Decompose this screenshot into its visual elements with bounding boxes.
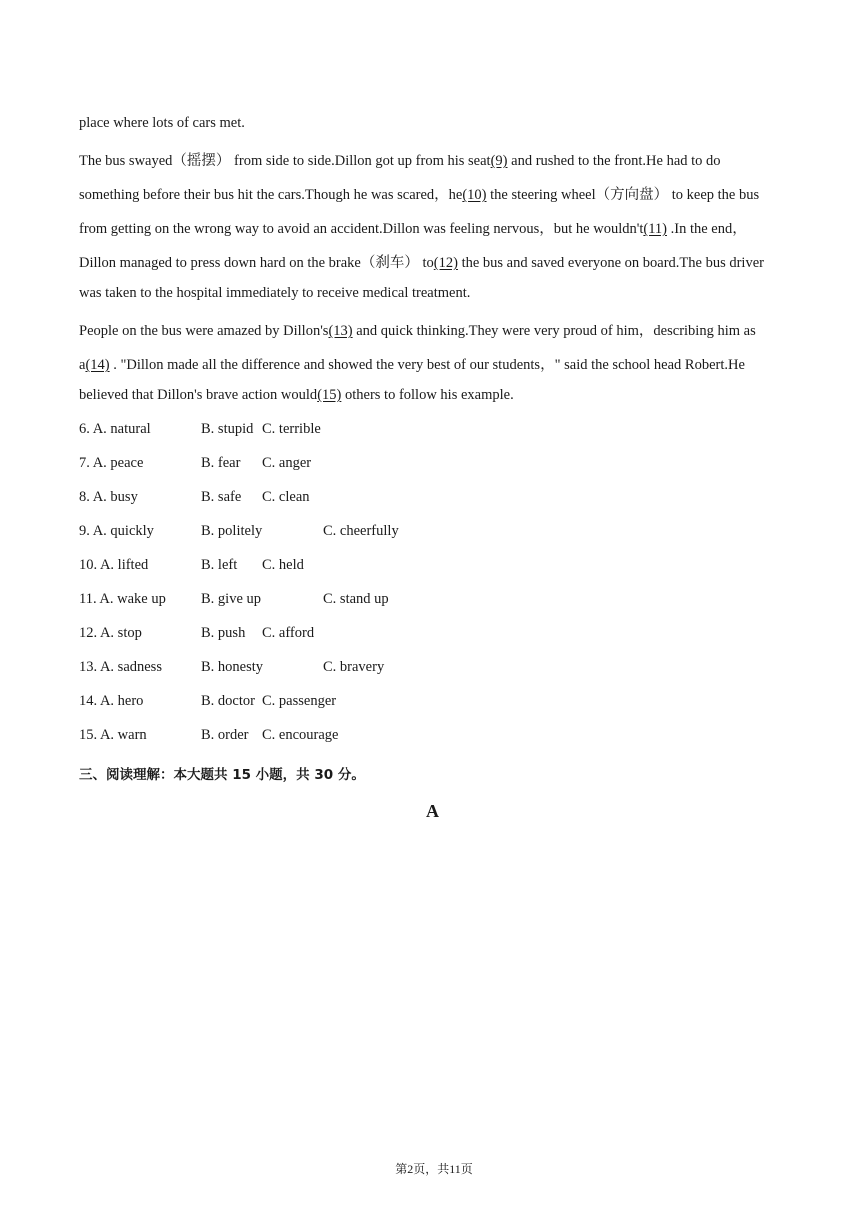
option-c: C. encourage <box>262 727 339 743</box>
option-a: 10. A. lifted <box>79 557 149 573</box>
blank-15: (15) <box>317 387 342 403</box>
text: the bus and saved everyone on board.The bus driver <box>457 255 764 271</box>
option-a: 9. A. quickly <box>79 523 154 539</box>
text: others to follow his example. <box>341 387 514 403</box>
text: .In the end， <box>667 221 747 237</box>
option-c: C. terrible <box>262 421 321 437</box>
passage-line <box>79 319 756 340</box>
option-a: 14. A. hero <box>79 693 144 709</box>
passage-line <box>79 183 759 204</box>
option-b: B. fear <box>201 455 241 471</box>
option-c: C. passenger <box>262 693 337 709</box>
text: . "Dillon made all the difference and showed the very best of our students，" said the school head Robert.He <box>109 357 745 373</box>
text: The bus swayed（摇摆） from side to side.Dillon got up from his seat <box>79 153 491 169</box>
text: something before their bus hit the cars.Though he was scared，he <box>79 187 463 203</box>
option-b: B. give up <box>201 591 262 607</box>
option-a: 7. A. peace <box>79 455 144 471</box>
option-b: B. left <box>201 557 238 573</box>
text: and quick thinking.They were very proud of him，describing him as <box>352 323 756 339</box>
passage-label: A <box>426 801 439 821</box>
text: place where lots of cars met. <box>79 115 245 131</box>
text: the steering wheel（方向盘） to keep the bus <box>486 187 760 203</box>
option-a: 11. A. wake up <box>79 591 166 607</box>
option-b: B. honesty <box>201 659 264 675</box>
option-b: B. safe <box>201 489 242 505</box>
option-b: B. stupid <box>201 421 254 437</box>
option-a: 15. A. warn <box>79 727 147 743</box>
text: a <box>79 357 86 373</box>
blank-9: (9) <box>490 153 508 169</box>
option-c: C. cheerfully <box>323 523 399 539</box>
blank-10: (10) <box>462 187 487 203</box>
option-b: B. push <box>201 625 246 641</box>
option-a: 6. A. natural <box>79 421 151 437</box>
option-c: C. stand up <box>323 591 389 607</box>
text: from getting on the wrong way to avoid an accident.Dillon was feeling nervous，but he wouldn't <box>79 221 644 237</box>
text: Dillon managed to press down hard on the brake（刹车） to <box>79 255 434 271</box>
option-b: B. doctor <box>201 693 255 709</box>
passage-line <box>79 115 245 132</box>
blank-14: (14) <box>85 357 110 373</box>
passage-line <box>79 285 470 302</box>
blank-13: (13) <box>328 323 353 339</box>
option-c: C. anger <box>262 455 312 471</box>
option-c: C. clean <box>262 489 310 505</box>
passage-line <box>79 149 721 170</box>
passage-line <box>79 251 764 272</box>
option-a: 13. A. sadness <box>79 659 162 675</box>
blank-12: (12) <box>433 255 458 271</box>
section-heading: 三、阅读理解：本大题共 15 小题，共 30 分。 <box>79 767 365 783</box>
text: was taken to the hospital immediately to receive medical treatment. <box>79 285 471 301</box>
passage-line <box>79 217 747 238</box>
text: believed that Dillon's brave action would <box>79 387 318 403</box>
page-footer: 第2页，共11页 <box>395 1162 473 1176</box>
option-a: 8. A. busy <box>79 489 138 505</box>
option-c: C. held <box>262 557 304 573</box>
text: People on the bus were amazed by Dillon's <box>79 323 329 339</box>
blank-11: (11) <box>643 221 667 237</box>
option-b: B. politely <box>201 523 263 539</box>
option-c: C. afford <box>262 625 315 641</box>
option-c: C. bravery <box>323 659 385 675</box>
passage-line <box>79 353 745 374</box>
passage-line <box>79 387 514 404</box>
option-b: B. order <box>201 727 249 743</box>
text: and rushed to the front.He had to do <box>507 153 721 169</box>
option-a: 12. A. stop <box>79 625 142 641</box>
